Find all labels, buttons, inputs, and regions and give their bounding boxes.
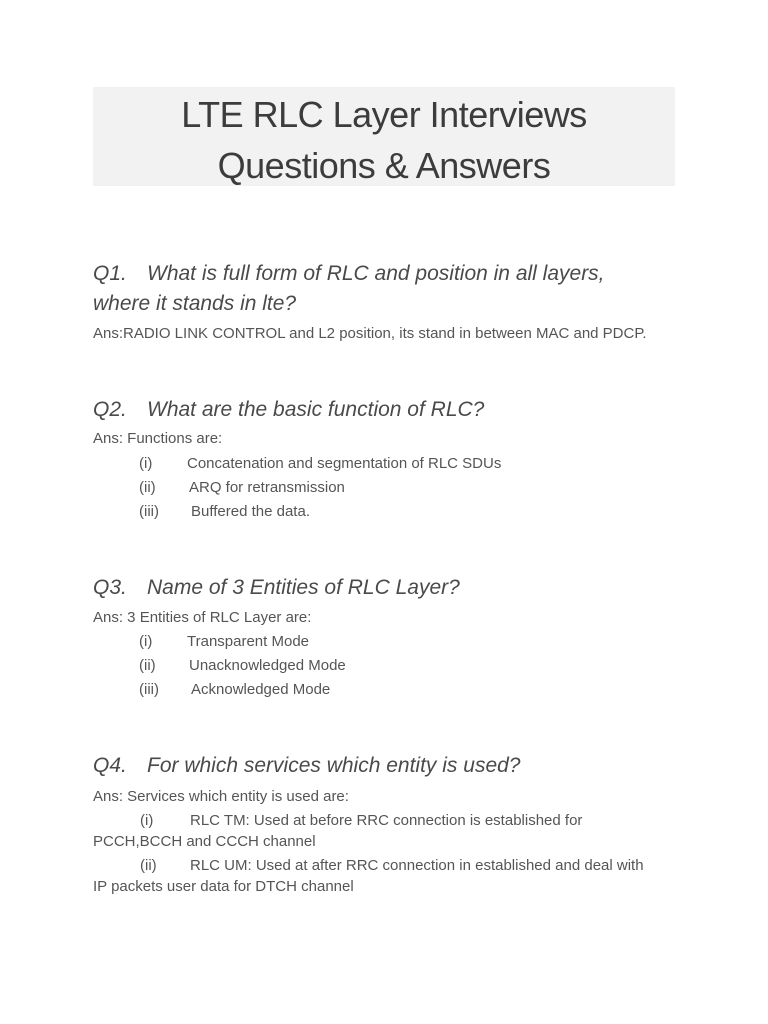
question-3-text: Name of 3 Entities of RLC Layer? [147,576,460,599]
question-1-text-line-2: where it stands in lte? [93,292,297,315]
question-2-number: Q2. [93,398,127,421]
answer-3-intro: Ans: 3 Entities of RLC Layer are: [93,609,312,626]
answer-4-item-2 [93,855,683,897]
item-number: (i) [139,633,153,650]
item-text: Concatenation and segmentation of RLC SDUs [187,455,502,472]
item-text-line-2: IP packets user data for DTCH channel [93,878,354,895]
item-number: (i) [139,455,153,472]
item-text: Acknowledged Mode [191,681,331,698]
question-2-text: What are the basic function of RLC? [147,398,485,421]
answer-4-item-1 [93,810,683,852]
answer-2-intro: Ans: Functions are: [93,430,223,447]
item-text-line-1: RLC TM: Used at before RRC connection is established for [190,812,583,829]
item-text: ARQ for retransmission [189,479,345,496]
question-4-text: For which services which entity is used? [147,754,521,777]
document-title [93,87,675,186]
question-3 [93,573,653,603]
question-4-number: Q4. [93,754,127,777]
item-number: (ii) [139,657,156,674]
item-text-line-1: RLC UM: Used at after RRC connection in established and deal with [190,857,644,874]
item-text: Transparent Mode [187,633,310,650]
question-1-text-line-1: What is full form of RLC and position in all layers, [147,262,605,285]
question-3-number: Q3. [93,576,127,599]
item-number: (ii) [140,857,157,874]
item-text-line-2: PCCH,BCCH and CCCH channel [93,833,316,850]
item-number: (ii) [139,479,156,496]
answer-4-intro: Ans: Services which entity is used are: [93,788,349,805]
title-line-1: LTE RLC Layer Interviews [181,94,587,135]
item-number: (iii) [139,503,159,520]
item-number: (i) [140,812,154,829]
answer-1: Ans:RADIO LINK CONTROL and L2 position, its stand in between MAC and PDCP. [93,325,647,342]
question-2 [93,395,653,425]
question-1 [93,259,653,319]
item-text: Unacknowledged Mode [189,657,346,674]
title-line-2: Questions & Answers [217,145,551,186]
question-4 [93,751,653,781]
item-text: Buffered the data. [191,503,310,520]
item-number: (iii) [139,681,159,698]
question-1-number: Q1. [93,262,127,285]
